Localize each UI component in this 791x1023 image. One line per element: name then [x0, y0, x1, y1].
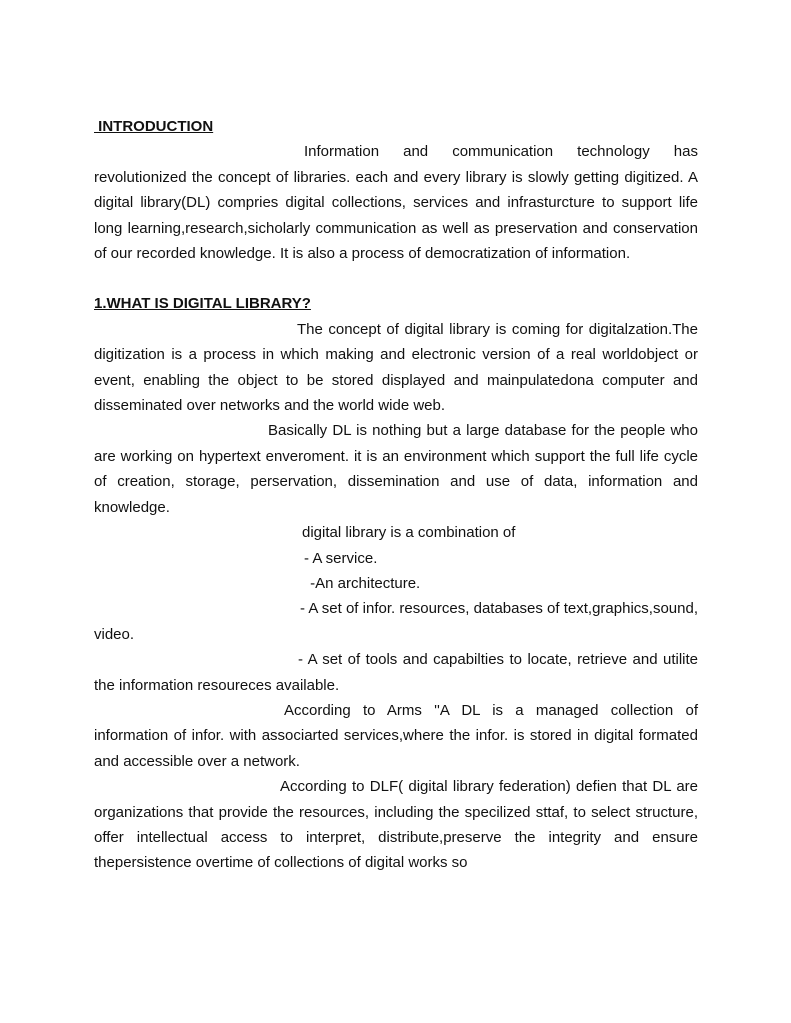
list-item-service: - A service. [304, 549, 378, 567]
combination-list [94, 520, 698, 698]
introduction-heading: INTRODUCTION [94, 118, 214, 135]
definition-paragraph: The concept of digital library is coming for digitalzation.The digitization is a process in which making and electronic version of a real worldobject or event, enabling the object to be stored displayed and mainpulatedona computer and disseminated over networks and the world wide web. [94, 320, 698, 415]
list-item-tools: - A set of tools and capabilties to locate, retrieve and utilite the information resoureces available. [94, 651, 698, 694]
what-is-digital-library-heading: 1.WHAT IS DIGITAL LIBRARY? [94, 295, 311, 313]
section-gap [94, 266, 698, 291]
list-item-resources: - A set of infor. resources, databases of text,graphics,sound, video. [94, 600, 698, 643]
list-intro: digital library is a combination of [302, 524, 516, 542]
document-body [94, 114, 698, 876]
arms-quote-paragraph: According to Arms ''A DL is a managed collection of information of infor. with associarted services,where the infor. is stored in digital formated and accessible over a network. [94, 701, 698, 770]
basically-paragraph: Basically DL is nothing but a large database for the people who are working on hypertext enveroment. it is an environment which support the full life cycle of creation, storage, perservation, dissemination and use of data, information and knowledge. [94, 422, 698, 516]
introduction-paragraph: Information and communication technology has revolutionized the concept of libraries. each and every library is slowly getting digitized. A digital library(DL) compries digital collections, services and infrasturcture to support life long learning,research,sicholarly communication as well as preservation and conservation of our recorded knowledge. It is also a process of democratization of information. [94, 143, 698, 263]
dlf-definition-paragraph: According to DLF( digital library federation) defien that DL are organizations that provide the resources, including the specilized sttaf, to select structure, offer intellectual access to interpret, distribute,preserve the integrity and ensure thepersistence overtime of collections of digital works so [94, 778, 698, 872]
list-item-architecture: -An architecture. [306, 574, 421, 592]
